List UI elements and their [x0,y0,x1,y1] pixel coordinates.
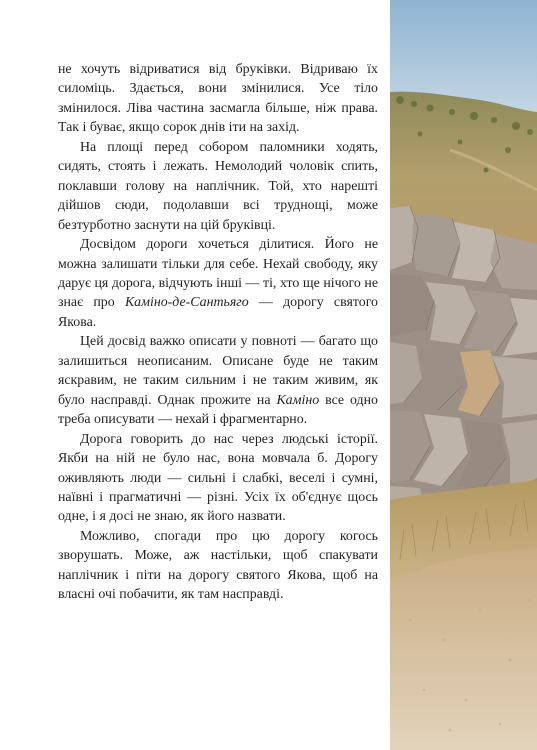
paragraph [58,60,378,138]
landscape-photo [390,0,537,750]
paragraph [58,332,378,429]
paragraph [58,235,378,332]
text-run: Можливо, спогади про цю дорогу когось зворушать. Може, аж настільки, щоб спакувати наплічник і піти на дорогу святого Якова, щоб на власні очі побачити, як там насправді. [58,528,378,603]
dirt-path [390,548,537,750]
photo-illustration [390,0,537,750]
text-run: — дорогу святого Якова. [58,295,378,330]
text-run: Дорога говорить до нас через людські історії. Якби на ній не було нас, вона мовчала б. Дорогу оживляють люди — сильні і слабкі, веселі і сумні, наївні і прагматичні — різні. Усіх їх об'єднує щось одне, і я досі не знаю, як його назвати. [58,431,378,525]
text-run: На площі перед собором паломники ходять, сидять, стоять і лежать. Немолодий чоловік спить, поклавши голову на наплічник. Той, хто нарешті дійшов сюди, подолавши всі труднощі, може безтурботно заснути на цій бруківці. [58,139,378,233]
text-run: не хочуть відриватися від бруківки. Відриваю їх силоміць. Здається, вони змінилися. Усе тіло змінилося. Ліва частина засмагла більше, ніж права. Так і буває, якщо сорок днів іти на захід. [58,62,378,136]
paragraph [58,527,378,605]
text-run: все одно треба описувати — нехай і фрагментарно. [58,392,379,428]
body-text [58,60,378,605]
text-run: Цей досвід важко описати у повноті — багато що залишиться неописаним. Описане буде не таким яскравим, не таким сильним і не таким живим, як було насправді. Однак прожите на [58,334,378,408]
italic-term: Каміно [276,392,320,408]
paragraph [58,138,378,235]
paragraph [58,430,378,527]
text-run: Досвідом дороги хочеться ділитися. Його не можна залишати тільки для себе. Нехай свободу, яку дарує ця дорога, відчують інші — ті, хто ще нічого не знає про [58,237,378,311]
italic-term: Каміно-де-Сантьяго [124,295,249,311]
